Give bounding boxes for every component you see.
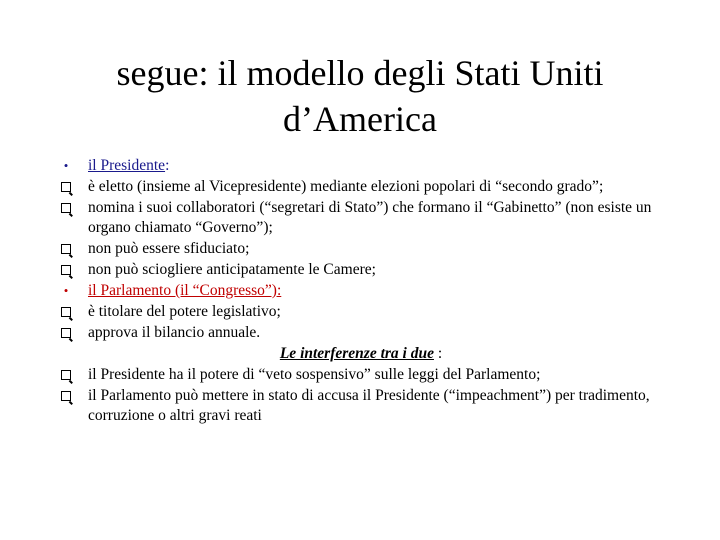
heading-parlamento: il Parlamento (il “Congresso”): — [88, 282, 282, 299]
checkbox-bullet-icon — [56, 365, 76, 386]
list-item-text: non può essere sfiduciato; — [88, 240, 250, 257]
list-item-text: nomina i suoi collaboratori (“segretari di Stato”) che formano il “Gabinetto” (non esiste un organo chiamato “Governo”); — [88, 199, 652, 236]
list-item — [56, 260, 666, 280]
list-item — [56, 198, 666, 238]
interference-heading-row — [56, 344, 666, 364]
checkbox-bullet-icon — [56, 386, 76, 407]
checkbox-bullet-icon — [56, 302, 76, 323]
list-item-text: approva il bilancio annuale. — [88, 324, 261, 341]
list-item-text: non può sciogliere anticipatamente le Camere; — [88, 261, 376, 278]
content-list — [56, 156, 666, 426]
bullet-dot-icon: • — [63, 283, 69, 298]
slide-title-line-1: segue: il modello degli Stati Uniti — [116, 53, 604, 93]
list-item — [56, 323, 666, 343]
list-item-parlamento-heading — [56, 281, 666, 301]
checkbox-bullet-icon — [56, 239, 76, 260]
list-item — [56, 365, 666, 385]
heading-presidente: il Presidente — [88, 157, 166, 174]
list-item — [56, 239, 666, 259]
checkbox-bullet-icon — [56, 323, 76, 344]
heading-presidente-colon: : — [165, 157, 170, 174]
interference-heading: Le interferenze tra i due — [279, 345, 434, 362]
slide-title — [60, 50, 660, 142]
list-item-text: è eletto (insieme al Vicepresidente) mediante elezioni popolari di “secondo grado”; — [88, 178, 604, 195]
list-item-text: il Parlamento può mettere in stato di accusa il Presidente (“impeachment”) per tradimento, corruzione o altri gravi reati — [88, 387, 650, 424]
bullet-dot-icon: • — [63, 158, 69, 173]
slide-title-line-2: d’America — [283, 99, 437, 139]
list-item — [56, 302, 666, 322]
checkbox-bullet-icon — [56, 177, 76, 198]
checkbox-bullet-icon — [56, 198, 76, 219]
list-item-text: il Presidente ha il potere di “veto sospensivo” sulle leggi del Parlamento; — [88, 366, 541, 383]
list-item-presidente-heading — [56, 156, 666, 176]
list-item-text: è titolare del potere legislativo; — [88, 303, 281, 320]
interference-heading-colon: : — [433, 345, 443, 362]
checkbox-bullet-icon — [56, 260, 76, 281]
list-item — [56, 177, 666, 197]
list-item — [56, 386, 666, 426]
